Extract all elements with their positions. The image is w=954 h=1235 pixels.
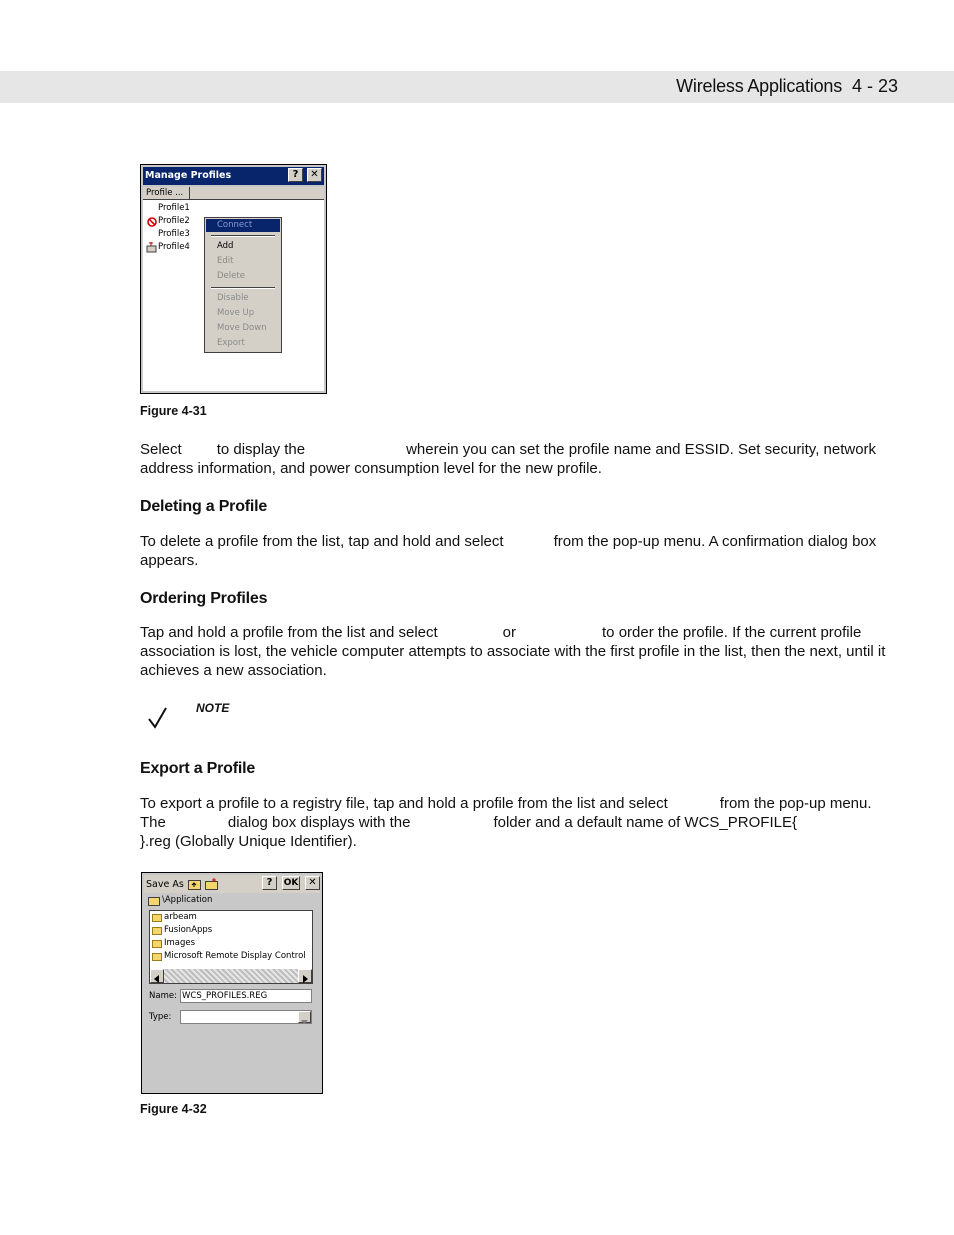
list-item[interactable]: Images bbox=[151, 938, 309, 950]
list-column-header[interactable] bbox=[143, 187, 324, 200]
current-path: \Application bbox=[162, 895, 213, 905]
type-label: Type: bbox=[149, 1012, 172, 1022]
list-item[interactable]: Profile3 bbox=[158, 229, 190, 239]
section-heading: Ordering Profiles bbox=[140, 590, 268, 607]
help-button[interactable]: ? bbox=[288, 168, 303, 182]
ok-button[interactable]: OK bbox=[283, 878, 299, 888]
folder-list bbox=[149, 910, 313, 984]
list-item[interactable]: Profile2 bbox=[143, 216, 203, 229]
chevron-down-icon bbox=[299, 1017, 310, 1027]
horizontal-scrollbar[interactable] bbox=[150, 969, 312, 983]
folder-icon bbox=[152, 927, 162, 935]
scroll-right-button[interactable] bbox=[298, 969, 312, 983]
paragraph: Tap and hold a profile from the list and select or to order the profile. If the current profile association is lost, the vehicle computer attempts to associate with the first profile in the list, then the next, until it achieves a new association. bbox=[140, 624, 886, 679]
folder-icon bbox=[152, 914, 162, 922]
menu-item-move-down[interactable]: Move Down bbox=[217, 323, 267, 333]
paragraph: To export a profile to a registry file, tap and hold a profile from the list and select from the pop-up menu. The dialog box displays with the folder and a default name of WCS_PROFILE{}.reg (Globally Unique Identifier). bbox=[140, 795, 872, 850]
menu-divider bbox=[211, 287, 275, 289]
menu-item-move-up[interactable]: Move Up bbox=[217, 308, 255, 318]
up-folder-icon[interactable] bbox=[188, 878, 201, 890]
connected-profile-icon bbox=[146, 242, 158, 253]
page-number: 4 - 23 bbox=[851, 76, 898, 96]
help-button[interactable]: ? bbox=[262, 876, 277, 890]
paragraph: To delete a profile from the list, tap and hold and select from the pop-up menu. A confirmation dialog box appears. bbox=[140, 533, 877, 569]
figure-caption: Figure 4-32 bbox=[140, 1102, 207, 1116]
folder-icon bbox=[152, 940, 162, 948]
arrow-right-icon bbox=[299, 973, 311, 985]
list-item[interactable]: Profile1 bbox=[158, 203, 190, 213]
note-label: NOTE bbox=[196, 701, 230, 715]
checkmark-icon bbox=[147, 706, 169, 730]
menu-item-connect[interactable]: Connect bbox=[206, 219, 280, 232]
list-item[interactable]: arbeam bbox=[151, 912, 309, 924]
menu-divider bbox=[211, 235, 275, 237]
type-dropdown[interactable] bbox=[180, 1010, 312, 1024]
dropdown-button[interactable] bbox=[298, 1011, 311, 1023]
figure-caption: Figure 4-31 bbox=[140, 404, 207, 418]
disabled-icon bbox=[147, 217, 157, 227]
column-header-label: Profile ... bbox=[146, 188, 184, 198]
list-item[interactable]: Profile4 bbox=[143, 242, 203, 255]
section-heading: Deleting a Profile bbox=[140, 498, 268, 515]
profile-context-menu bbox=[204, 217, 282, 353]
new-folder-icon[interactable] bbox=[205, 878, 218, 890]
manage-profiles-window bbox=[140, 164, 327, 394]
close-button[interactable]: ✕ bbox=[307, 168, 322, 182]
list-item[interactable]: Microsoft Remote Display Control bbox=[151, 951, 309, 963]
menu-item-edit[interactable]: Edit bbox=[217, 256, 234, 266]
paragraph: Select to display the wherein you can set the profile name and ESSID. Set security, network address information, and power consumption level for the new profile. bbox=[140, 441, 877, 477]
menu-item-disable[interactable]: Disable bbox=[217, 293, 249, 303]
menu-item-delete[interactable]: Delete bbox=[217, 271, 245, 281]
folder-icon bbox=[148, 896, 160, 906]
window-title: Manage Profiles bbox=[145, 170, 232, 181]
section-heading: Export a Profile bbox=[140, 760, 256, 777]
section-title: Wireless Applications bbox=[676, 76, 842, 96]
save-as-window bbox=[141, 872, 323, 1094]
scroll-left-button[interactable] bbox=[150, 969, 164, 983]
arrow-left-icon bbox=[151, 973, 163, 985]
name-label: Name: bbox=[149, 991, 177, 1001]
menu-item-add[interactable]: Add bbox=[217, 241, 234, 251]
window-title: Save As bbox=[146, 879, 184, 890]
folder-icon bbox=[152, 953, 162, 961]
close-button[interactable]: ✕ bbox=[305, 876, 320, 890]
profile-list bbox=[143, 187, 324, 391]
list-item[interactable]: FusionApps bbox=[151, 925, 309, 937]
name-field[interactable] bbox=[180, 989, 312, 1003]
menu-item-export[interactable]: Export bbox=[217, 338, 245, 348]
